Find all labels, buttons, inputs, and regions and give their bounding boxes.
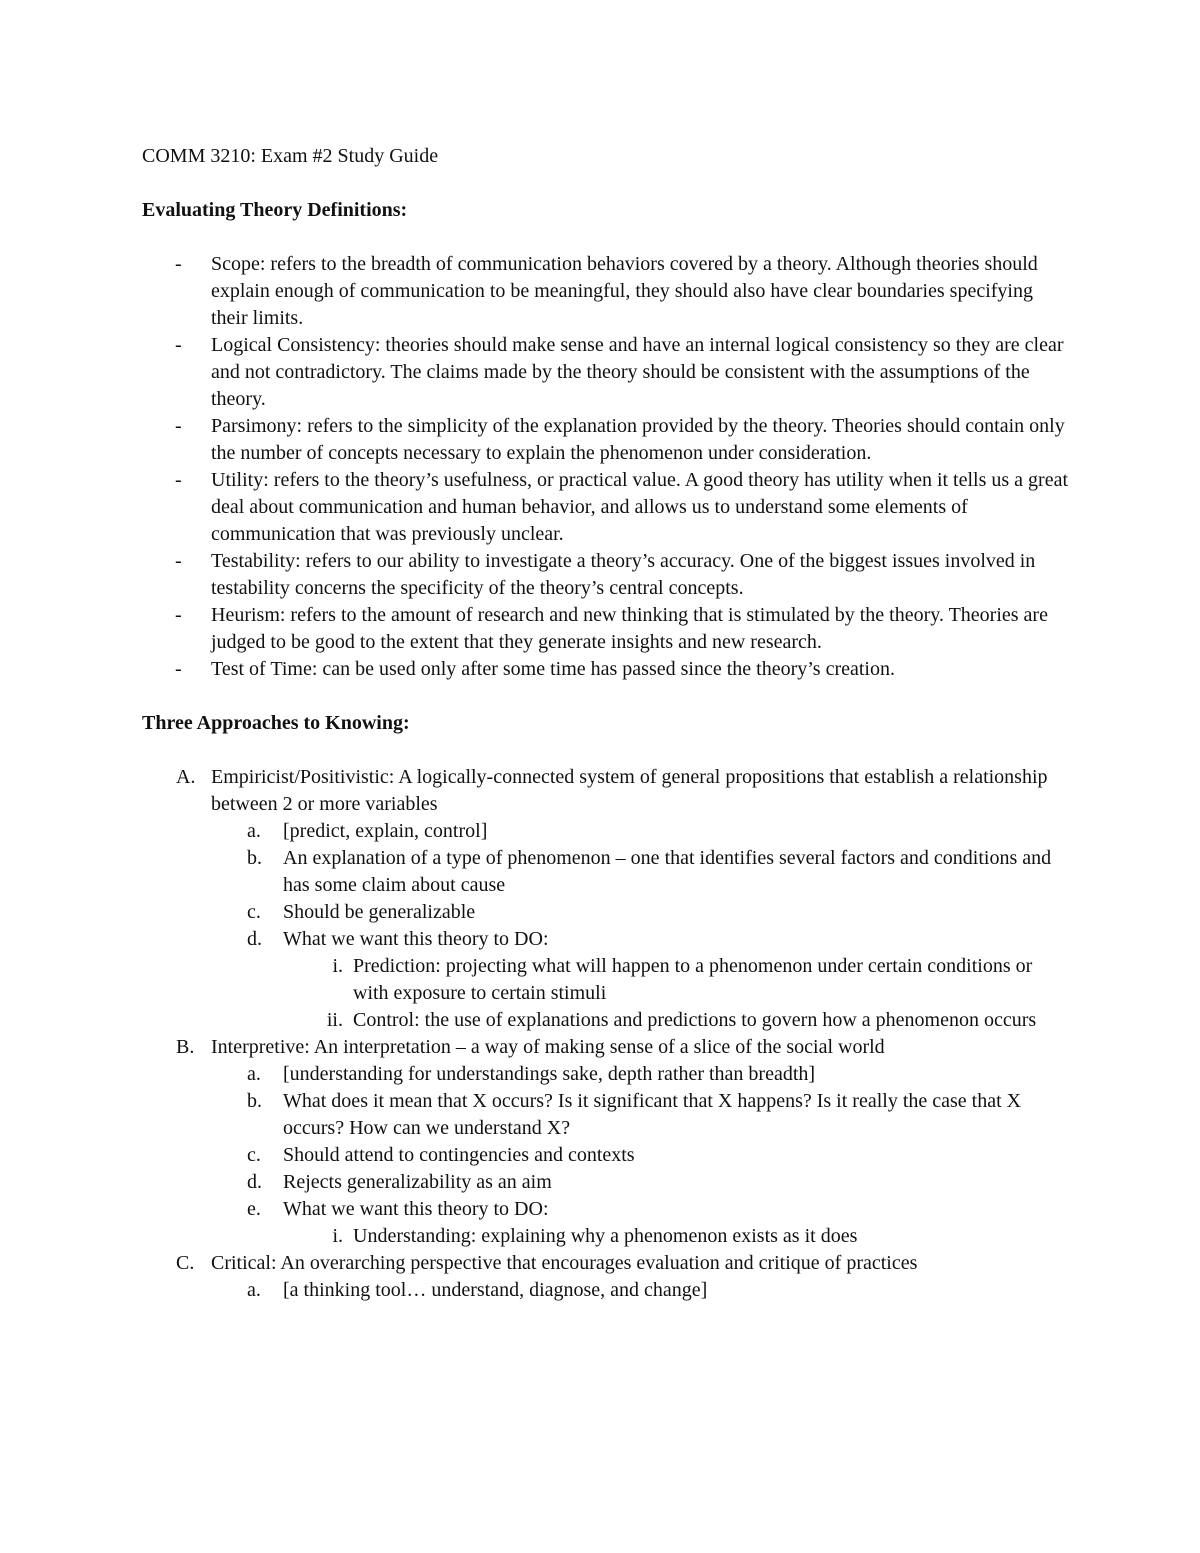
approach-text: Empiricist/Positivistic: A logically-connected system of general propositions that establish a relationship between 2 or more variables (211, 766, 1048, 815)
sub-item-text: An explanation of a type of phenomenon – one that identifies several factors and conditions and has some claim about cause (283, 847, 1052, 896)
list-item-test-of-time (142, 656, 1072, 683)
sub-item (247, 899, 1072, 926)
section-heading-evaluating-theory: Evaluating Theory Definitions: (142, 199, 408, 221)
dash-bullet: - (175, 550, 182, 572)
dash-bullet: - (175, 469, 182, 491)
list-item-logical-consistency (142, 332, 1072, 413)
dash-bullet: - (175, 253, 182, 275)
list-marker: d. (247, 1171, 262, 1193)
list-marker: c. (247, 1144, 261, 1166)
definition-text: Heurism: refers to the amount of research and new thinking that is stimulated by the theory. Theories are judged to be good to the extent that they generate insights and new research. (211, 604, 1048, 653)
sub-item-text: Should attend to contingencies and contexts (283, 1144, 635, 1166)
sub-sub-list (326, 953, 1072, 1034)
dash-bullet: - (175, 415, 182, 437)
definition-text: Test of Time: can be used only after some time has passed since the theory’s creation. (211, 658, 895, 680)
list-marker: i. (332, 1225, 343, 1247)
sub-item-text: What does it mean that X occurs? Is it significant that X happens? Is it really the case that X occurs? How can we understand X? (283, 1090, 1022, 1139)
sub-item-text: What we want this theory to DO: (283, 928, 549, 950)
sub-item (247, 926, 1072, 1034)
list-item-parsimony (142, 413, 1072, 467)
list-marker: e. (247, 1198, 261, 1220)
definition-text: Testability: refers to our ability to investigate a theory’s accuracy. One of the biggest issues involved in testability concerns the specificity of the theory’s central concepts. (211, 550, 1036, 599)
list-item-utility (142, 467, 1072, 548)
approach-item-critical (142, 1250, 1072, 1304)
list-marker: a. (247, 820, 261, 842)
sub-item-text: Should be generalizable (283, 901, 476, 923)
sub-sub-item (332, 1223, 1072, 1250)
definition-text: Utility: refers to the theory’s usefulness, or practical value. A good theory has utility when it tells us a great deal about communication and human behavior, and allows us to understand some elements of communication that was previously unclear. (211, 469, 1069, 545)
sub-list (247, 1061, 1072, 1250)
sub-item (247, 1169, 1072, 1196)
list-item-scope (142, 251, 1072, 332)
sub-list (247, 1277, 1072, 1304)
list-marker: A. (176, 766, 196, 788)
definitions-list (142, 251, 1072, 683)
approach-text: Critical: An overarching perspective that encourages evaluation and critique of practices (211, 1252, 918, 1274)
sub-sub-item-text: Prediction: projecting what will happen to a phenomenon under certain conditions or with exposure to certain stimuli (353, 955, 1033, 1004)
sub-item-text: [understanding for understandings sake, depth rather than breadth] (283, 1063, 816, 1085)
list-item-testability (142, 548, 1072, 602)
definition-text: Logical Consistency: theories should make sense and have an internal logical consistency so they are clear and not contradictory. The claims made by the theory should be consistent with the assumptions of the theory. (211, 334, 1064, 410)
approach-item-interpretive (142, 1034, 1072, 1250)
sub-list (247, 818, 1072, 1034)
document-body (142, 143, 1072, 1304)
sub-item-text: Rejects generalizability as an aim (283, 1171, 552, 1193)
document-title: COMM 3210: Exam #2 Study Guide (142, 145, 439, 167)
approaches-list (142, 764, 1072, 1304)
dash-bullet: - (175, 658, 182, 680)
sub-item (247, 845, 1072, 899)
dash-bullet: - (175, 334, 182, 356)
sub-item (247, 818, 1072, 845)
list-marker: b. (247, 1090, 262, 1112)
definition-text: Scope: refers to the breadth of communication behaviors covered by a theory. Although theories should explain enough of communication to be meaningful, they should also have clear boundaries specifying their limits. (211, 253, 1038, 329)
list-marker: d. (247, 928, 262, 950)
sub-sub-item-text: Understanding: explaining why a phenomenon exists as it does (353, 1225, 858, 1247)
list-marker: a. (247, 1063, 261, 1085)
list-marker: i. (332, 955, 343, 977)
list-marker: a. (247, 1279, 261, 1301)
list-marker: b. (247, 847, 262, 869)
sub-item (247, 1196, 1072, 1250)
sub-item (247, 1088, 1072, 1142)
sub-sub-item (332, 953, 1072, 1007)
sub-item (247, 1142, 1072, 1169)
approach-item-empiricist (142, 764, 1072, 1034)
sub-item-text: [a thinking tool… understand, diagnose, and change] (283, 1279, 708, 1301)
sub-sub-item-text: Control: the use of explanations and predictions to govern how a phenomenon occurs (353, 1009, 1037, 1031)
approach-text: Interpretive: An interpretation – a way of making sense of a slice of the social world (211, 1036, 885, 1058)
list-marker: B. (176, 1036, 195, 1058)
section-heading-approaches-to-knowing: Three Approaches to Knowing: (142, 712, 410, 734)
definition-text: Parsimony: refers to the simplicity of the explanation provided by the theory. Theories should contain only the number of concepts necessary to explain the phenomenon under consideration. (211, 415, 1065, 464)
list-marker: ii. (326, 1009, 343, 1031)
sub-item (247, 1277, 1072, 1304)
sub-sub-item (326, 1007, 1072, 1034)
dash-bullet: - (175, 604, 182, 626)
sub-item (247, 1061, 1072, 1088)
sub-sub-list (332, 1223, 1072, 1250)
sub-item-text: [predict, explain, control] (283, 820, 488, 842)
list-marker: C. (176, 1252, 195, 1274)
list-marker: c. (247, 901, 261, 923)
list-item-heurism (142, 602, 1072, 656)
sub-item-text: What we want this theory to DO: (283, 1198, 549, 1220)
